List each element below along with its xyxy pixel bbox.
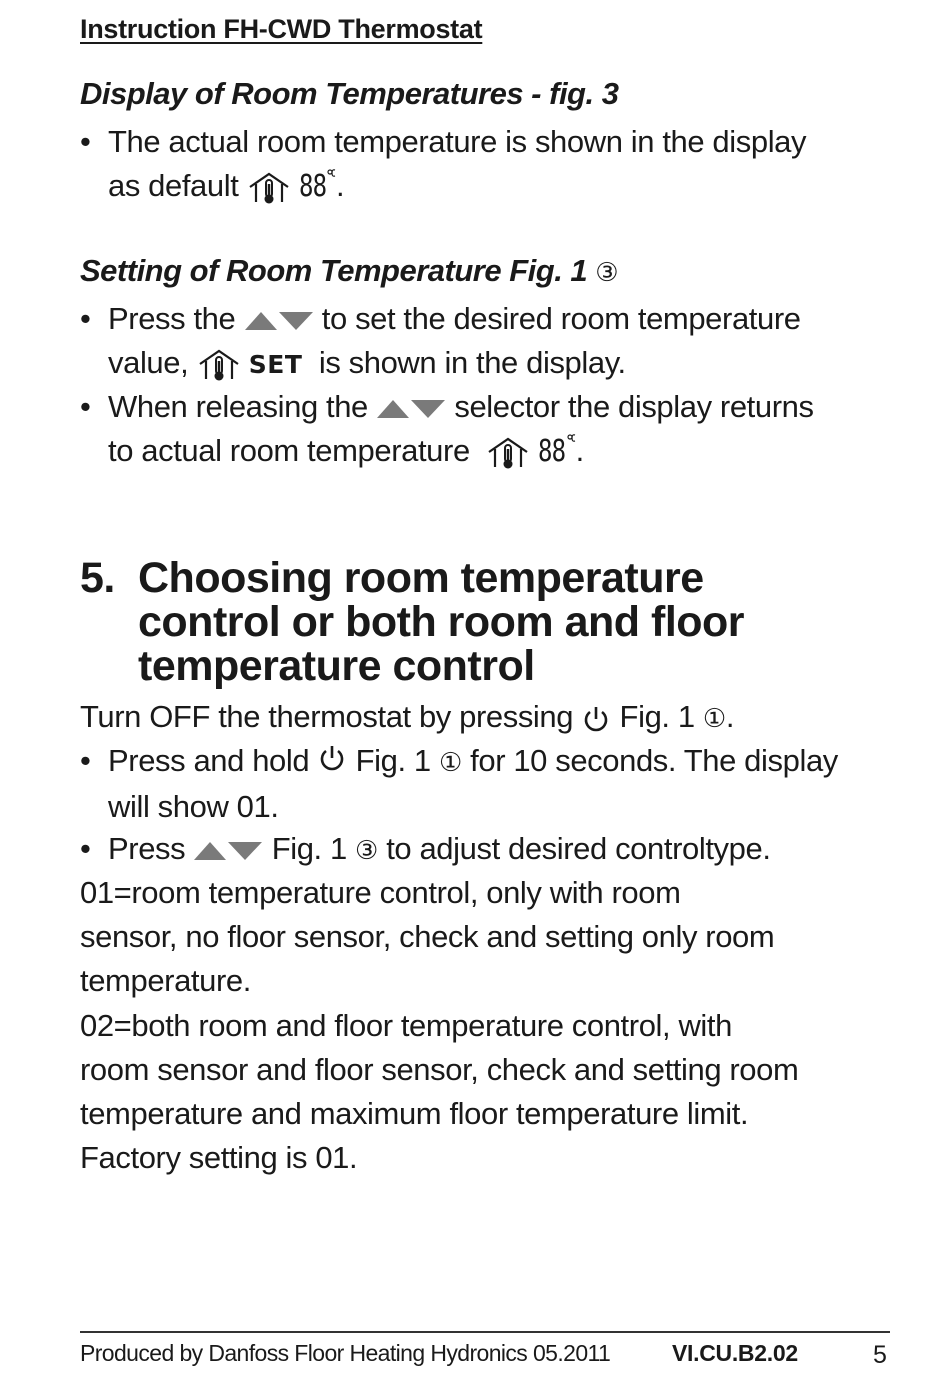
- section5-bullet-1-text-d: will show 01.: [108, 789, 279, 824]
- factory-setting-text: Factory setting is 01.: [80, 1140, 358, 1175]
- option-01-text: [80, 871, 895, 1003]
- period: .: [336, 168, 345, 203]
- display-bullet-1: [80, 120, 895, 209]
- setting-heading-text: Setting of Room Temperature Fig. 1: [80, 253, 588, 288]
- footer-producer: Produced by Danfoss Floor Heating Hydronics 05.2011: [80, 1340, 611, 1366]
- house-thermometer-icon: [197, 348, 241, 382]
- section-5-title: [80, 556, 895, 688]
- period: .: [725, 699, 735, 734]
- setting-bullet-1-text-c: value,: [108, 345, 189, 380]
- section-5-bullet-1: [80, 739, 895, 829]
- option-02-line-1: 02=both room and floor temperature control, with: [80, 1008, 732, 1043]
- set-label: SET: [248, 350, 303, 379]
- setting-bullet-2-text-b: selector the display returns: [454, 389, 814, 424]
- section-5-bullet-2: [80, 827, 895, 873]
- circled-3: ③: [595, 258, 619, 288]
- option-02-line-3: temperature and maximum floor temperature limit.: [80, 1096, 749, 1131]
- house-thermometer-icon: [247, 171, 291, 205]
- display-digits: 88: [298, 169, 327, 204]
- down-arrow-icon: [410, 398, 446, 420]
- bullet-dot: •: [80, 831, 91, 866]
- section5-bullet-2-text-a: Press: [108, 831, 186, 866]
- display-bullet-1-text-a: The actual room temperature is shown in the display: [108, 124, 807, 159]
- display-section-heading: Display of Room Temperatures - fig. 3: [80, 76, 619, 111]
- display-bullet-1-text-b: as default: [108, 168, 239, 203]
- up-arrow-icon: [376, 398, 410, 420]
- section-title-line-3: temperature control: [138, 642, 535, 690]
- setting-bullet-2-text-c: to actual room temperature: [108, 433, 470, 468]
- footer-divider: [80, 1331, 890, 1333]
- setting-bullet-1-text-b: to set the desired room temperature: [321, 301, 801, 336]
- bullet-dot: •: [80, 124, 91, 159]
- circled-3: ③: [355, 836, 378, 866]
- section-title-line-2: control or both room and floor: [138, 598, 745, 646]
- period: .: [575, 433, 584, 468]
- intro-text-b: Fig. 1: [619, 699, 695, 734]
- setting-bullet-2: [80, 385, 895, 474]
- setting-bullet-1: [80, 297, 895, 387]
- option-02-line-2: room sensor and floor sensor, check and setting room: [80, 1052, 799, 1087]
- option-01-line-2: sensor, no floor sensor, check and setting only room: [80, 919, 775, 954]
- option-01-line-3: temperature.: [80, 963, 251, 998]
- power-icon: [317, 743, 347, 773]
- document-header: Instruction FH-CWD Thermostat: [80, 14, 483, 44]
- section-number: 5.: [80, 554, 115, 602]
- option-02-text: [80, 1004, 895, 1180]
- setting-bullet-2-text-a: When releasing the: [108, 389, 368, 424]
- section-title-line-1: Choosing room temperature: [138, 554, 704, 602]
- power-icon: [581, 704, 611, 734]
- setting-bullet-1-text-a: Press the: [108, 301, 236, 336]
- setting-section-heading: [80, 253, 618, 289]
- down-arrow-icon: [278, 310, 314, 332]
- house-thermometer-icon: [486, 436, 530, 470]
- celsius-icon: [327, 164, 336, 198]
- up-arrow-icon: [244, 310, 278, 332]
- section5-bullet-1-text-c: for 10 seconds. The display: [470, 743, 838, 778]
- section5-bullet-2-text-c: to adjust desired controltype.: [386, 831, 771, 866]
- option-01-line-1: 01=room temperature control, only with room: [80, 875, 681, 910]
- circled-1: ①: [439, 748, 462, 778]
- bullet-dot: •: [80, 389, 91, 424]
- section5-bullet-1-text-a: Press and hold: [108, 743, 310, 778]
- bullet-dot: •: [80, 301, 91, 336]
- celsius-icon: [567, 429, 576, 463]
- circled-1: ①: [702, 704, 726, 734]
- section-5-intro: [80, 695, 895, 741]
- setting-bullet-1-text-d: is shown in the display.: [318, 345, 626, 380]
- intro-text-a: Turn OFF the thermostat by pressing: [80, 699, 574, 734]
- down-arrow-icon: [227, 840, 263, 862]
- footer-document-code: VI.CU.B2.02: [672, 1340, 798, 1366]
- display-digits: 88: [538, 434, 566, 469]
- section5-bullet-2-text-b: Fig. 1: [271, 831, 347, 866]
- up-arrow-icon: [193, 840, 227, 862]
- page-number: 5: [873, 1341, 887, 1369]
- bullet-dot: •: [80, 743, 91, 778]
- section5-bullet-1-text-b: Fig. 1: [355, 743, 431, 778]
